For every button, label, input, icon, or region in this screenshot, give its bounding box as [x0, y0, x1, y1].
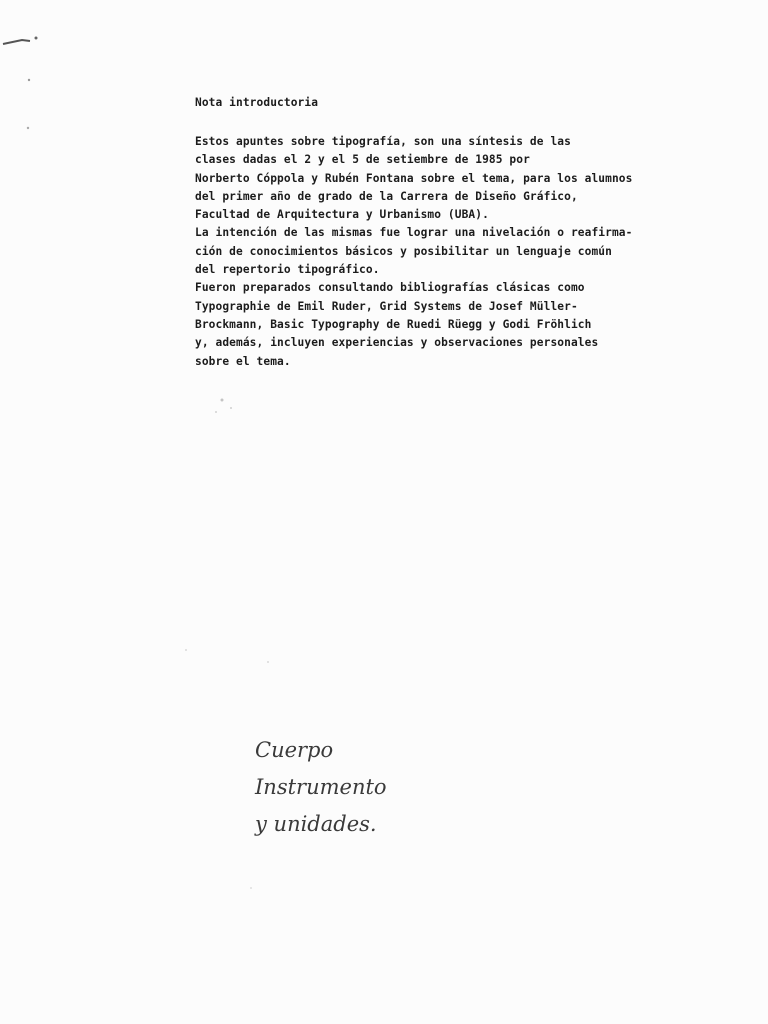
body-line: y, además, incluyen experiencias y observaciones personales	[195, 336, 599, 350]
body-line: Brockmann, Basic Typography de Ruedi Rüegg y Godi Fröhlich	[195, 317, 592, 331]
document-body	[195, 133, 755, 371]
body-line: Norberto Cóppola y Rubén Fontana sobre el tema, para los alumnos	[195, 171, 633, 185]
body-line: Estos apuntes sobre tipografía, son una síntesis de las	[195, 135, 571, 148]
handwritten-note	[255, 732, 387, 843]
body-line: La intención de las mismas fue lograr una nivelación o reafirma-	[195, 226, 633, 240]
body-line: del primer año de grado de la Carrera de Diseño Gráfico,	[195, 189, 578, 203]
document-title: Nota introductoria	[195, 96, 319, 109]
handwritten-line: Cuerpo	[255, 738, 334, 762]
body-line: del repertorio tipográfico.	[195, 263, 380, 277]
body-line: Typographie de Emil Ruder, Grid Systems de Josef Müller-	[195, 299, 578, 313]
handwritten-line: Instrumento	[255, 775, 387, 799]
body-line: Fueron preparados consultando bibliografías clásicas como	[195, 281, 585, 295]
body-line: ción de conocimientos básicos y posibilitar un lenguaje común	[195, 244, 612, 258]
handwritten-line: y unidades.	[255, 812, 377, 836]
body-line: sobre el tema.	[195, 354, 291, 368]
body-line: Facultad de Arquitectura y Urbanismo (UBA).	[195, 208, 489, 222]
body-line: clases dadas el 2 y el 5 de setiembre de 1985 por	[195, 153, 530, 167]
